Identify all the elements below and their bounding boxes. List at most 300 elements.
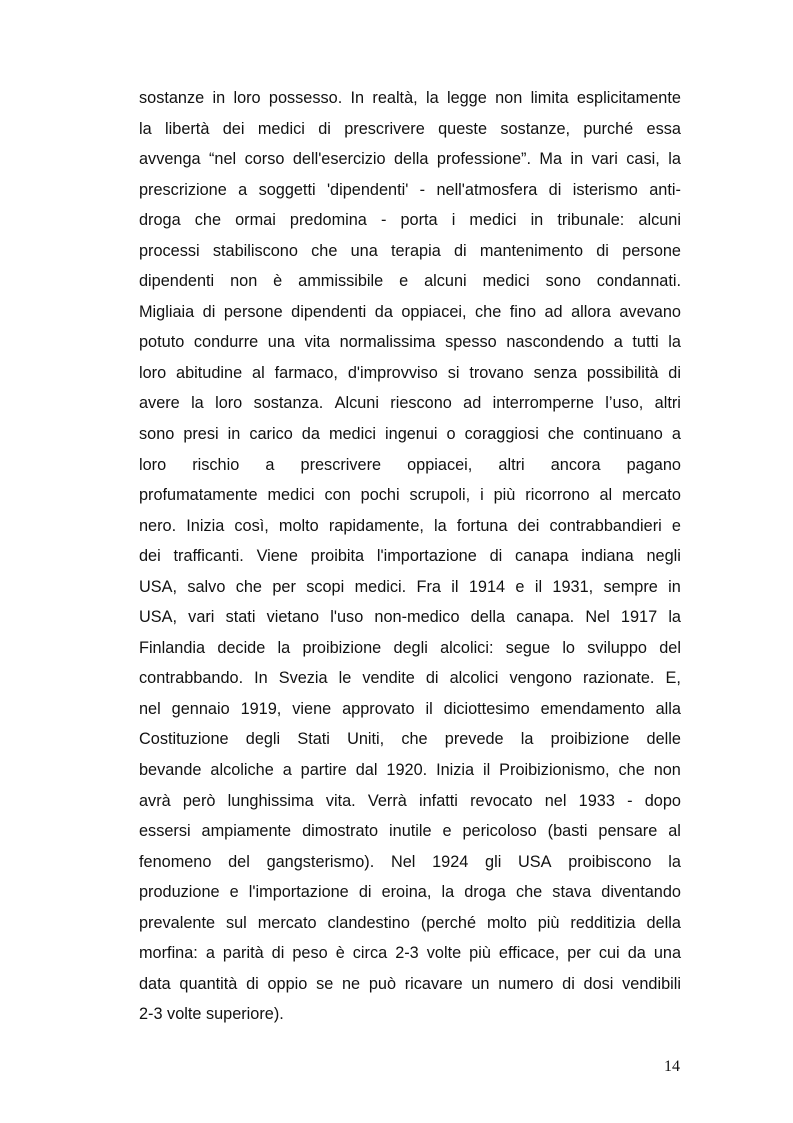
- word: medici: [257, 119, 305, 138]
- word: altri: [498, 455, 525, 474]
- word: scrupoli,: [409, 486, 471, 505]
- word: in: [570, 150, 584, 169]
- word: che: [311, 241, 338, 260]
- text-line: [139, 297, 681, 328]
- word: pagano: [626, 455, 681, 474]
- word: dipendenti: [291, 302, 367, 321]
- word: 1924: [432, 852, 469, 871]
- word: della: [470, 608, 506, 627]
- word: negli: [646, 547, 681, 566]
- word: prescrivere: [300, 455, 382, 474]
- word: nell'atmosfera: [436, 180, 538, 199]
- word: legge: [446, 89, 487, 107]
- word: così,: [234, 516, 269, 535]
- word: salvo: [187, 577, 226, 596]
- word: avrà: [139, 791, 171, 810]
- word: che: [618, 761, 645, 780]
- word: la: [434, 516, 447, 535]
- word: oppiacei,: [401, 302, 467, 321]
- word: in: [668, 577, 681, 596]
- word: pochi: [360, 486, 400, 505]
- word: la: [520, 730, 534, 749]
- word: libertà: [165, 119, 210, 138]
- text-line: [139, 480, 681, 511]
- word: a: [265, 455, 275, 474]
- word: il: [425, 699, 433, 718]
- word: una: [267, 333, 295, 352]
- word: gennaio: [171, 699, 230, 718]
- word: possesso.: [268, 89, 343, 107]
- word: che: [547, 425, 575, 444]
- text-line: [139, 572, 681, 603]
- word: e: [399, 272, 409, 291]
- word: decide: [217, 638, 266, 657]
- word: Costituzione: [139, 730, 229, 749]
- word: queste: [438, 119, 488, 138]
- text-line: [139, 450, 681, 481]
- word: in: [530, 211, 544, 230]
- word: una: [653, 944, 681, 963]
- word: loro: [139, 363, 167, 382]
- word: vengono: [509, 669, 572, 688]
- word: in: [212, 89, 226, 107]
- word: proibita: [310, 547, 365, 566]
- word: diciottesimo: [443, 699, 530, 718]
- word: efficace,: [498, 944, 560, 963]
- word: droga: [139, 211, 181, 230]
- word: sostanze: [139, 89, 205, 107]
- word: e: [671, 516, 681, 535]
- word: persone: [622, 241, 681, 260]
- word: In: [350, 89, 365, 107]
- word: della: [394, 150, 429, 169]
- word: Ma: [539, 150, 563, 169]
- text-line: [139, 83, 681, 114]
- word: molto: [278, 516, 319, 535]
- text-line: [139, 114, 681, 145]
- word: soggetti: [258, 180, 316, 199]
- word: di: [596, 241, 609, 260]
- word: Fra: [416, 577, 441, 596]
- word: di: [453, 241, 467, 260]
- word: dal: [355, 761, 378, 780]
- word: più: [537, 913, 560, 932]
- word: avere: [139, 394, 180, 413]
- word: più: [469, 944, 491, 963]
- word: Viene: [256, 547, 298, 566]
- word: scopi: [306, 577, 345, 596]
- text-line: [139, 419, 681, 450]
- word: Finlandia: [139, 638, 206, 657]
- word: professione”.: [436, 150, 531, 169]
- word: di: [271, 944, 285, 963]
- page-number: 14: [664, 1058, 680, 1075]
- word: emendamento: [540, 699, 645, 718]
- word: ad: [463, 394, 482, 413]
- word: trovano: [469, 363, 524, 382]
- word: la: [425, 89, 439, 107]
- word: la: [668, 333, 681, 352]
- word: ormai: [235, 211, 276, 230]
- word: se: [316, 974, 334, 993]
- text-line: [139, 541, 681, 572]
- word: condurre: [193, 333, 259, 352]
- word: terapia: [390, 241, 441, 260]
- word: è: [335, 944, 345, 963]
- word: sostanze,: [500, 119, 571, 138]
- word: 1914: [468, 577, 506, 596]
- text-line: [139, 786, 681, 817]
- word: condannati.: [596, 272, 681, 291]
- text-line: [139, 205, 681, 236]
- word: o: [446, 425, 456, 444]
- word: vendibili: [622, 974, 681, 993]
- word: degli: [245, 730, 281, 749]
- word: più: [493, 486, 516, 505]
- word: la: [668, 150, 681, 169]
- word: Proibizionismo,: [499, 761, 610, 780]
- word: medici: [328, 425, 376, 444]
- word: vita: [304, 333, 330, 352]
- word: isterismo: [572, 180, 638, 199]
- word: mercato: [257, 913, 317, 932]
- word: cui: [598, 944, 620, 963]
- word: morfina:: [139, 944, 198, 963]
- word: esplicitamente: [576, 89, 681, 107]
- word: Inizia: [186, 516, 225, 535]
- word: di: [358, 883, 372, 902]
- word: Nel: [390, 852, 416, 871]
- word: con: [324, 486, 351, 505]
- word: nero.: [139, 516, 177, 535]
- word: le: [338, 669, 352, 688]
- word: che: [194, 211, 222, 230]
- word: canapa.: [516, 608, 575, 627]
- word: superiore).: [205, 1005, 284, 1024]
- word: è: [273, 272, 283, 291]
- word: dei: [222, 119, 245, 138]
- text-line: [139, 969, 681, 1000]
- word: a: [205, 944, 215, 963]
- word: stabiliscono: [212, 241, 298, 260]
- word: che: [515, 883, 543, 902]
- word: sono: [139, 425, 175, 444]
- word: sul: [225, 913, 247, 932]
- word: non-medico: [374, 608, 460, 627]
- word: a: [613, 333, 623, 352]
- word: (basti: [547, 822, 588, 841]
- word: medici: [482, 272, 530, 291]
- word: clandestino: [327, 913, 410, 932]
- word: al: [252, 363, 265, 382]
- word: 1919,: [240, 699, 282, 718]
- word: purché: [583, 119, 634, 138]
- word: che: [235, 577, 262, 596]
- word: Svezia: [278, 669, 328, 688]
- word: vita.: [325, 791, 356, 810]
- word: medici: [267, 486, 315, 505]
- word: l'importazione: [248, 883, 349, 902]
- word: redditizia: [570, 913, 636, 932]
- word: può: [368, 974, 396, 993]
- word: i: [480, 486, 484, 505]
- word: USA,: [139, 608, 178, 627]
- word: dipendenti: [139, 272, 215, 291]
- word: fortuna: [456, 516, 508, 535]
- word: che: [475, 302, 502, 321]
- word: senza: [533, 363, 578, 382]
- word: non: [495, 89, 523, 107]
- word: canapa: [515, 547, 569, 566]
- word: approvato: [342, 699, 415, 718]
- word: pensare: [598, 822, 658, 841]
- word: di: [202, 302, 216, 321]
- word: numero: [498, 974, 554, 993]
- word: revocato: [470, 791, 533, 810]
- text-line: [139, 358, 681, 389]
- word: Migliaia: [139, 302, 195, 321]
- word: prevede: [444, 730, 504, 749]
- word: mercato: [622, 486, 681, 505]
- word: ampiamente: [201, 822, 292, 841]
- word: pericoloso: [462, 822, 537, 841]
- word: ingenui: [385, 425, 438, 444]
- word: un: [471, 974, 490, 993]
- word: “nel: [209, 150, 237, 169]
- word: dei: [517, 516, 540, 535]
- word: altri: [654, 394, 681, 413]
- word: a: [238, 180, 248, 199]
- word: USA,: [139, 577, 178, 596]
- word: la: [277, 638, 291, 657]
- word: oppiacei,: [407, 455, 473, 474]
- word: fenomeno: [139, 852, 212, 871]
- word: persone: [223, 302, 283, 321]
- word: rischio: [192, 455, 240, 474]
- word: e: [442, 822, 452, 841]
- text-line: [139, 327, 681, 358]
- word: proibizione: [550, 730, 630, 749]
- word: il: [483, 761, 491, 780]
- word: delle: [646, 730, 681, 749]
- word: carico: [249, 425, 293, 444]
- word: stati: [225, 608, 256, 627]
- word: al: [599, 486, 613, 505]
- word: produzione: [139, 883, 220, 902]
- word: alcolici: [449, 669, 499, 688]
- word: vendite: [362, 669, 415, 688]
- word: circa: [352, 944, 388, 963]
- word: proibiscono: [568, 852, 652, 871]
- word: realtà,: [372, 89, 418, 107]
- word: nascondendo: [506, 333, 605, 352]
- word: di: [318, 119, 331, 138]
- word: spesso: [445, 333, 497, 352]
- word: loro: [215, 394, 243, 413]
- text-line: [139, 144, 681, 175]
- word: alcolici:: [440, 638, 494, 657]
- word: a: [282, 761, 292, 780]
- word: a: [671, 425, 681, 444]
- word: USA: [518, 852, 552, 871]
- word: normalissima: [339, 333, 436, 352]
- word: al: [668, 822, 681, 841]
- word: sostanza.: [253, 394, 324, 413]
- word: possibilità: [586, 363, 659, 382]
- word: la: [441, 883, 455, 902]
- text-line: [139, 938, 681, 969]
- word: peso: [292, 944, 328, 963]
- word: predomina: [289, 211, 367, 230]
- word: abitudine: [176, 363, 243, 382]
- word: prescrivere: [344, 119, 425, 138]
- word: stava: [552, 883, 592, 902]
- word: rapidamente,: [328, 516, 424, 535]
- word: mantenimento: [479, 241, 584, 260]
- word: medici: [469, 211, 517, 230]
- word: indiana: [581, 547, 634, 566]
- word: l'importazione: [376, 547, 477, 566]
- word: limita: [530, 89, 569, 107]
- word: per: [272, 577, 296, 596]
- word: lo: [562, 638, 575, 657]
- body-paragraph: [139, 83, 681, 1030]
- word: per: [567, 944, 591, 963]
- word: però: [182, 791, 216, 810]
- word: l’uso,: [605, 394, 644, 413]
- word: ammissibile: [298, 272, 384, 291]
- text-line: [139, 511, 681, 542]
- word: nel: [544, 791, 567, 810]
- word: farmaco,: [274, 363, 338, 382]
- text-line: [139, 633, 681, 664]
- word: da: [627, 944, 646, 963]
- word: prescrizione: [139, 180, 227, 199]
- word: Inizia: [436, 761, 475, 780]
- word: 'dipendenti': [326, 180, 409, 199]
- word: alcoliche: [210, 761, 274, 780]
- word: di: [548, 180, 562, 199]
- text-line: [139, 236, 681, 267]
- word: Alcuni: [334, 394, 379, 413]
- word: corso: [244, 150, 285, 169]
- word: continuano: [583, 425, 663, 444]
- word: prevalente: [139, 913, 216, 932]
- word: ricavare: [404, 974, 463, 993]
- word: la: [668, 608, 681, 627]
- word: viene: [292, 699, 332, 718]
- text-line: [139, 999, 681, 1030]
- text-line: [139, 663, 681, 694]
- word: ricorrono: [525, 486, 590, 505]
- word: Uniti,: [347, 730, 385, 749]
- word: Nel: [585, 608, 610, 627]
- word: vari: [591, 150, 618, 169]
- word: loro: [139, 455, 167, 474]
- word: proibizione: [302, 638, 382, 657]
- word: razionate.: [582, 669, 655, 688]
- word: contrabbando.: [139, 669, 244, 688]
- word: essersi: [139, 822, 191, 841]
- word: vietano: [266, 608, 320, 627]
- text-line: [139, 877, 681, 908]
- text-line: [139, 908, 681, 939]
- word: alcuni: [424, 272, 467, 291]
- word: loro: [233, 89, 261, 107]
- word: tribunale:: [557, 211, 625, 230]
- word: essa: [646, 119, 681, 138]
- word: la: [139, 119, 152, 138]
- word: inutile: [389, 822, 432, 841]
- text-line: [139, 724, 681, 755]
- word: dell'esercizio: [292, 150, 386, 169]
- word: dimostrato: [302, 822, 379, 841]
- text-line: [139, 602, 681, 633]
- word: tutti: [632, 333, 659, 352]
- word: sempre: [603, 577, 658, 596]
- word: non: [653, 761, 681, 780]
- text-line: [139, 388, 681, 419]
- word: da: [301, 425, 320, 444]
- word: gli: [485, 852, 502, 871]
- word: -: [419, 180, 426, 199]
- word: partire: [300, 761, 347, 780]
- text-line: [139, 755, 681, 786]
- text-line: [139, 694, 681, 725]
- word: il: [534, 577, 543, 596]
- word: eroina,: [381, 883, 432, 902]
- word: segue: [505, 638, 551, 657]
- word: i: [451, 211, 456, 230]
- word: si: [447, 363, 460, 382]
- word: dopo: [644, 791, 681, 810]
- word: sono: [545, 272, 581, 291]
- word: degli: [393, 638, 428, 657]
- word: 1917: [620, 608, 658, 627]
- word: quantità: [179, 974, 238, 993]
- word: diventando: [601, 883, 681, 902]
- word: coraggiosi: [464, 425, 539, 444]
- word: E,: [665, 669, 681, 688]
- word: volte: [426, 944, 462, 963]
- word: in: [227, 425, 241, 444]
- word: volte: [167, 1005, 202, 1024]
- word: che: [401, 730, 428, 749]
- word: infatti: [419, 791, 458, 810]
- word: nel: [139, 699, 161, 718]
- word: di: [489, 547, 503, 566]
- word: droga: [464, 883, 506, 902]
- word: di: [425, 669, 439, 688]
- word: In: [254, 669, 268, 688]
- word: di: [562, 974, 575, 993]
- word: lunghissima: [227, 791, 314, 810]
- word: una: [350, 241, 378, 260]
- word: il: [451, 577, 459, 596]
- word: ancora: [550, 455, 601, 474]
- word: anti-: [649, 180, 681, 199]
- word: gangsterismo).: [266, 852, 375, 871]
- word: medici.: [354, 577, 407, 596]
- text-line: [139, 816, 681, 847]
- word: della: [646, 913, 681, 932]
- word: oppio: [267, 974, 308, 993]
- word: avvenga: [139, 150, 201, 169]
- word: (perché: [420, 913, 477, 932]
- word: alla: [655, 699, 681, 718]
- word: 2-3: [395, 944, 419, 963]
- word: parità: [222, 944, 264, 963]
